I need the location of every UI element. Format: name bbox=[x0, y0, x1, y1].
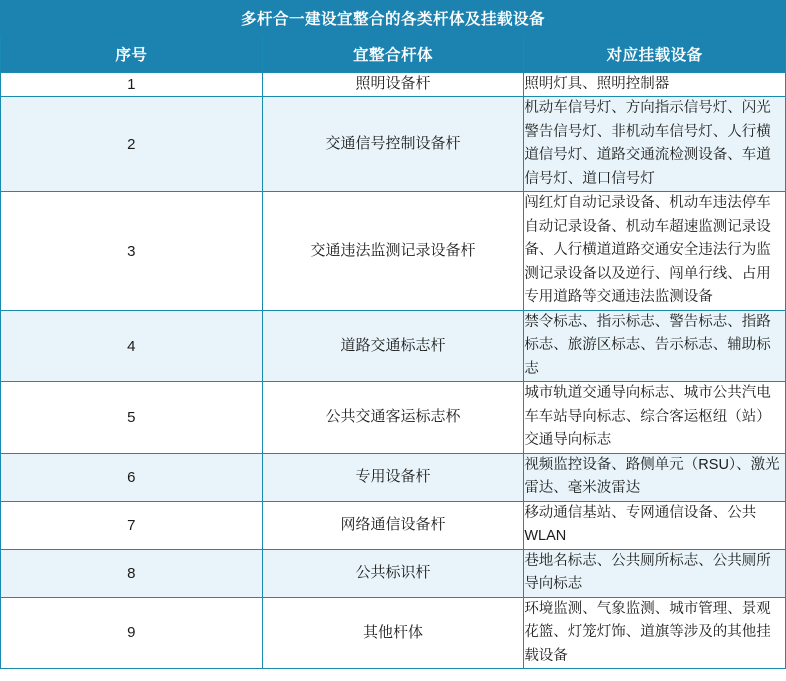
row-number: 4 bbox=[1, 310, 263, 381]
column-header-pole: 宜整合杆体 bbox=[262, 36, 524, 73]
row-pole-type: 交通信号控制设备杆 bbox=[262, 97, 524, 192]
table-title: 多杆合一建设宜整合的各类杆体及挂载设备 bbox=[1, 1, 786, 36]
row-number: 8 bbox=[1, 549, 263, 597]
table-row bbox=[1, 453, 786, 501]
row-pole-type: 道路交通标志杆 bbox=[262, 310, 524, 381]
row-pole-type: 公共标识杆 bbox=[262, 549, 524, 597]
column-header-no: 序号 bbox=[1, 36, 263, 73]
row-pole-type: 照明设备杆 bbox=[262, 73, 524, 97]
row-number: 9 bbox=[1, 597, 263, 668]
column-header-devices: 对应挂载设备 bbox=[524, 36, 786, 73]
table-row bbox=[1, 549, 786, 597]
row-pole-type: 专用设备杆 bbox=[262, 453, 524, 501]
table-row bbox=[1, 310, 786, 381]
table-header-row bbox=[1, 36, 786, 73]
row-devices: 环境监测、气象监测、城市管理、景观花篮、灯笼灯饰、道旗等涉及的其他挂载设备 bbox=[524, 597, 786, 668]
table-row bbox=[1, 73, 786, 97]
row-number: 2 bbox=[1, 97, 263, 192]
row-devices: 照明灯具、照明控制器 bbox=[524, 73, 786, 97]
row-pole-type: 网络通信设备杆 bbox=[262, 501, 524, 549]
table-row bbox=[1, 97, 786, 192]
table-row bbox=[1, 597, 786, 668]
table-title-row bbox=[1, 1, 786, 36]
row-devices: 城市轨道交通导向标志、城市公共汽电车车站导向标志、综合客运枢纽（站）交通导向标志 bbox=[524, 382, 786, 453]
row-devices: 巷地名标志、公共厕所标志、公共厕所导向标志 bbox=[524, 549, 786, 597]
row-pole-type: 其他杆体 bbox=[262, 597, 524, 668]
row-number: 3 bbox=[1, 192, 263, 310]
row-number: 7 bbox=[1, 501, 263, 549]
table-row bbox=[1, 501, 786, 549]
row-pole-type: 公共交通客运标志杯 bbox=[262, 382, 524, 453]
row-pole-type: 交通违法监测记录设备杆 bbox=[262, 192, 524, 310]
row-devices: 闯红灯自动记录设备、机动车违法停车自动记录设备、机动车超速监测记录设备、人行横道道路交通安全违法行为监测记录设备以及逆行、闯单行线、占用专用道路等交通违法监测设备 bbox=[524, 192, 786, 310]
row-devices: 机动车信号灯、方向指示信号灯、闪光警告信号灯、非机动车信号灯、人行横道信号灯、道路交通流检测设备、车道信号灯、道口信号灯 bbox=[524, 97, 786, 192]
table-row bbox=[1, 192, 786, 310]
row-devices: 禁令标志、指示标志、警告标志、指路标志、旅游区标志、告示标志、辅助标志 bbox=[524, 310, 786, 381]
table-row bbox=[1, 382, 786, 453]
row-devices: 移动通信基站、专网通信设备、公共 WLAN bbox=[524, 501, 786, 549]
row-number: 5 bbox=[1, 382, 263, 453]
row-number: 6 bbox=[1, 453, 263, 501]
row-number: 1 bbox=[1, 73, 263, 97]
row-devices: 视频监控设备、路侧单元（RSU）、激光雷达、毫米波雷达 bbox=[524, 453, 786, 501]
